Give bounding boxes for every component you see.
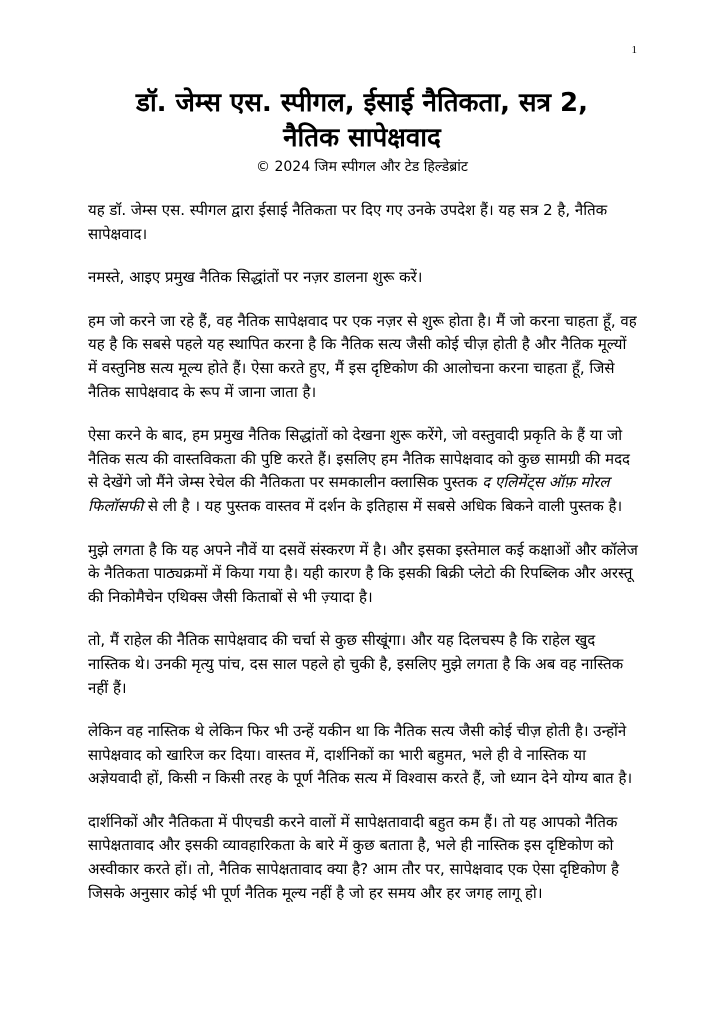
page-number: 1 (631, 44, 637, 56)
document-body (88, 199, 640, 925)
page-title (90, 86, 634, 156)
paragraph-4-text-after: से ली है । यह पुस्तक वास्तव में दर्शन के इतिहास में सबसे अधिक बिकने वाली पुस्तक है। (143, 496, 623, 515)
title-line-1: डॉ. जेम्स एस. स्पीगल, ईसाई नैतिकता, सत्र 2, (136, 88, 588, 118)
title-line-2: नैतिक सापेक्षवाद (283, 123, 441, 153)
book-title: द एलिमेंट्स ऑफ़ मोरल फिलॉसफी (88, 473, 610, 515)
paragraph-2: नमस्ते, आइए प्रमुख नैतिक सिद्धांतों पर नज़र डालना शुरू करें। (88, 268, 423, 287)
paragraph-1: यह डॉ. जेम्स एस. स्पीगल द्वारा ईसाई नैतिकता पर दिए गए उनके उपदेश हैं। यह सत्र 2 है, नैतिक सापेक्षवाद। (88, 201, 608, 243)
paragraph-6: तो, मैं राहेल की नैतिक सापेक्षवाद की चर्चा से कुछ सीखूंगा। और यह दिलचस्प है कि राहेल खुद नास्तिक थे। उनकी मृत्यु पांच, दस साल पहले हो चुकी है, इसलिए मुझे लगता है कि अब वह नास्तिक नहीं हैं। (88, 631, 624, 697)
paragraph-7: लेकिन वह नास्तिक थे लेकिन फिर भी उन्हें यकीन था कि नैतिक सत्य जैसी कोई चीज़ होती है। उन्होंने सापेक्षवाद को खारिज कर दिया। वास्तव में, दार्शनिकों का भारी बहुमत, भले ही वे नास्तिक या अज्ञेयवादी हों, किसी न किसी तरह के पूर्ण नैतिक सत्य में विश्वास करते हैं, जो ध्यान देने योग्य बात है। (88, 722, 633, 788)
paragraph-3: हम जो करने जा रहे हैं, वह नैतिक सापेक्षवाद पर एक नज़र से शुरू होता है। मैं जो करना चाहता हूँ, वह यह है कि सबसे पहले यह स्थापित करना है कि नैतिक सत्य जैसी कोई चीज़ होती है और नैतिक मूल्यों में वस्तुनिष्ठ सत्य मूल्य होते हैं। ऐसा करते हुए, मैं इस दृष्टिकोण की आलोचना करना चाहता हूँ, जिसे नैतिक सापेक्षवाद के रूप में जाना जाता है। (88, 311, 637, 401)
paragraph-4-text-before: ऐसा करने के बाद, हम प्रमुख नैतिक सिद्धांतों को देखना शुरू करेंगे, जो वस्तुवादी प्रकृति के हैं या जो नैतिक सत्य की वास्तविकता की पुष्टि करते हैं। इसलिए हम नैतिक सापेक्षवाद को कुछ सामग्री की मदद से देखेंगे जो मैंने जेम्स रेचेल की नैतिकता पर समकालीन क्लासिक पुस्तक (88, 426, 631, 492)
paragraph-8: दार्शनिकों और नैतिकता में पीएचडी करने वालों में सापेक्षतावादी बहुत कम हैं। तो यह आपको नैतिक सापेक्षतावाद और इसकी व्यावहारिकता के बारे में कुछ बताता है, भले ही नास्तिक इस दृष्टिकोण को अस्वीकार करते हों। तो, नैतिक सापेक्षतावाद क्या है? आम तौर पर, सापेक्षवाद एक ऐसा दृष्टिकोण है जिसके अनुसार कोई भी पूर्ण नैतिक मूल्य नहीं है जो हर समय और हर जगह लागू हो। (88, 812, 620, 902)
copyright-line: © 2024 जिम स्पीगल और टेड हिल्डेब्रांट (256, 159, 468, 175)
paragraph-5: मुझे लगता है कि यह अपने नौवें या दसवें संस्करण में है। और इसका इस्तेमाल कई कक्षाओं और कॉलेज के नैतिकता पाठ्यक्रमों में किया गया है। यही कारण है कि इसकी बिक्री प्लेटो की रिपब्लिक और अरस्तू की निकोमैचेन एथिक्स जैसी किताबों से भी ज़्यादा है। (88, 540, 638, 606)
paragraph-4 (88, 424, 640, 518)
